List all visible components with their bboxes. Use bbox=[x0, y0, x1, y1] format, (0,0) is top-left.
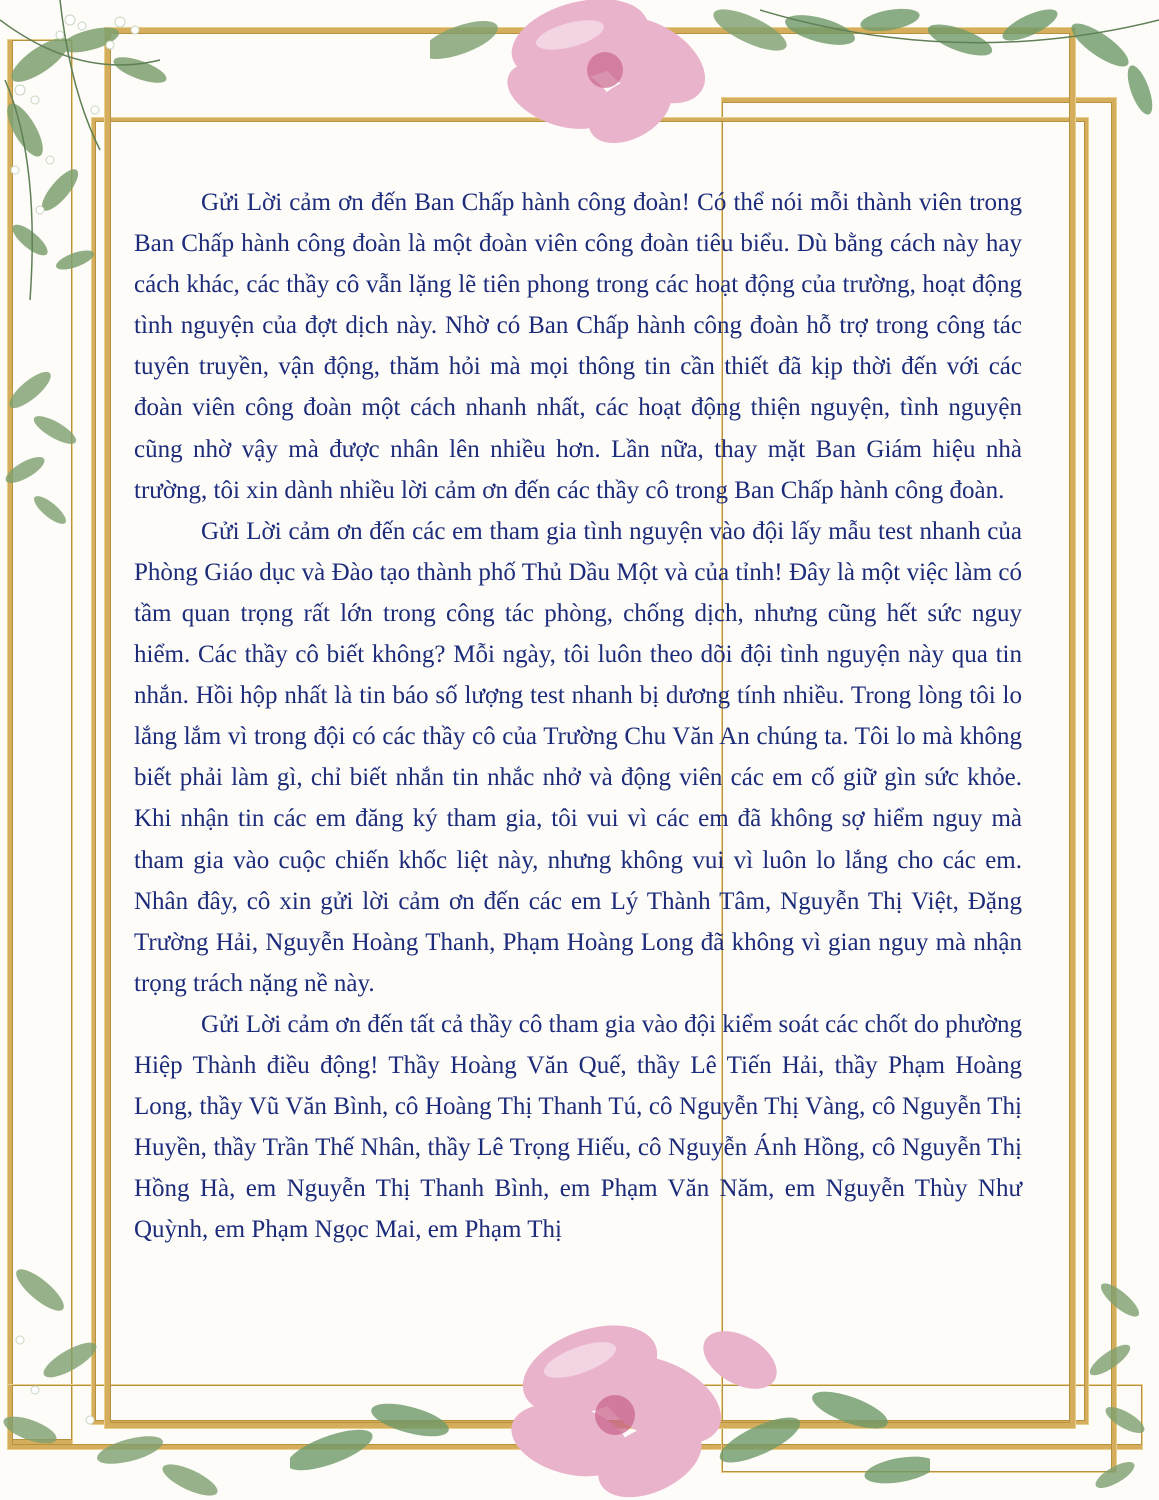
letter-body bbox=[134, 182, 1022, 1250]
paragraph-2: Gửi Lời cảm ơn đến các em tham gia tình nguyện vào đội lấy mẫu test nhanh của Phòng Giáo dục và Đào tạo thành phố Thủ Dầu Một và của tỉnh! Đây là một việc làm có tầm quan trọng rất lớn trong công tác phòng, chống dịch, nhưng cũng hết sức nguy hiểm. Các thầy cô biết không? Mỗi ngày, tôi luôn theo dõi đội tình nguyện này qua tin nhắn. Hồi hộp nhất là tin báo số lượng test nhanh bị dương tính nhiều. Trong lòng tôi lo lắng lắm vì trong đội có các thầy cô của Trường Chu Văn An chúng ta. Tôi lo mà không biết phải làm gì, chỉ biết nhắn tin nhắc nhở và động viên các em cố giữ gìn sức khỏe. Khi nhận tin các em đăng ký tham gia, tôi vui vì các em đã không sợ hiểm nguy mà tham gia vào cuộc chiến khốc liệt này, nhưng không vui vì luôn lo lắng cho các em. Nhân đây, cô xin gửi lời cảm ơn đến các em Lý Thành Tâm, Nguyễn Thị Việt, Đặng Trường Hải, Nguyễn Hoàng Thanh, Phạm Hoàng Long đã không vì gian nguy mà nhận trọng trách nặng nề này. bbox=[134, 517, 1022, 997]
paragraph-1: Gửi Lời cảm ơn đến Ban Chấp hành công đoàn! Có thể nói mỗi thành viên trong Ban Chấp hành công đoàn là một đoàn viên công đoàn tiêu biểu. Dù bằng cách này hay cách khác, các thầy cô vẫn lặng lẽ tiên phong trong các hoạt động của trường, hoạt động tình nguyện của đợt dịch này. Nhờ có Ban Chấp hành công đoàn hỗ trợ trong công tác tuyên truyền, vận động, thăm hỏi mà mọi thông tin cần thiết đã kịp thời đến với các đoàn viên công đoàn một cách nhanh nhất, các hoạt động thiện nguyện, tình nguyện cũng nhờ vậy mà được nhân lên nhiều hơn. Lần nữa, thay mặt Ban Giám hiệu nhà trường, tôi xin dành nhiều lời cảm ơn đến các thầy cô trong Ban Chấp hành công đoàn. bbox=[134, 189, 1022, 504]
paragraph-3: Gửi Lời cảm ơn đến tất cả thầy cô tham gia vào đội kiểm soát các chốt do phường Hiệp Thành điều động! Thầy Hoàng Văn Quế, thầy Lê Tiến Hải, thầy Phạm Hoàng Long, thầy Vũ Văn Bình, cô Hoàng Thị Thanh Tú, cô Nguyễn Thị Vàng, cô Nguyễn Thị Huyền, thầy Trần Thế Nhân, thầy Lê Trọng Hiếu, cô Nguyễn Ánh Hồng, cô Nguyễn Thị Hồng Hà, em Nguyễn Thị Thanh Bình, em Phạm Văn Năm, em Nguyễn Thùy Như Quỳnh, em Phạm Ngọc Mai, em Phạm Thị bbox=[134, 1010, 1022, 1244]
top-flower-decoration bbox=[430, 0, 790, 160]
bottom-flower-decoration bbox=[290, 1300, 930, 1500]
right-foliage-decoration bbox=[1080, 1270, 1159, 1500]
left-foliage-decoration bbox=[0, 360, 90, 560]
bottom-left-foliage-decoration bbox=[0, 1250, 220, 1500]
top-right-foliage-decoration bbox=[760, 0, 1159, 140]
